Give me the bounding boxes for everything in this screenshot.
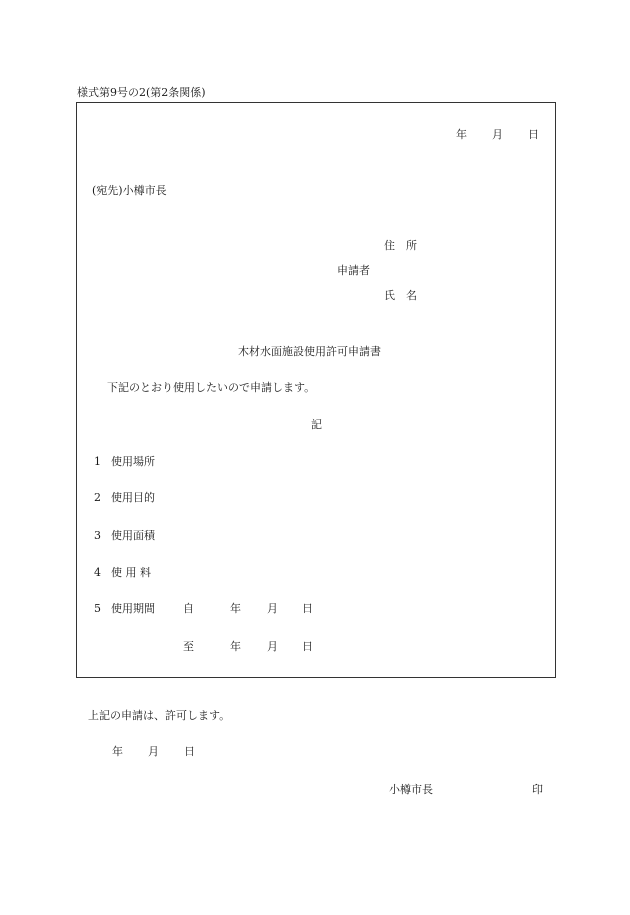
- item-1-number: 1: [94, 455, 101, 468]
- item-1-label: 使用場所: [111, 455, 155, 468]
- item-4-label: 使 用 料: [111, 566, 151, 579]
- application-date-year: 年: [456, 128, 467, 141]
- item-5-number: 5: [94, 602, 101, 615]
- mayor-label: 小樽市長: [389, 783, 433, 796]
- approval-statement: 上記の申請は、許可します。: [88, 709, 231, 722]
- ki-label: 記: [311, 418, 322, 431]
- period-from-day: 日: [302, 602, 313, 615]
- item-4-number: 4: [94, 566, 101, 579]
- period-from-month: 月: [267, 602, 278, 615]
- item-2-number: 2: [94, 491, 101, 504]
- item-5-label: 使用期間: [111, 602, 155, 615]
- seal-label: 印: [532, 783, 543, 796]
- period-from-year: 年: [230, 602, 241, 615]
- form-title: 木材水面施設使用許可申請書: [238, 345, 381, 358]
- intro-text: 下記のとおり使用したいので申請します。: [107, 381, 316, 394]
- period-to-month: 月: [267, 640, 278, 653]
- address-label: 住 所: [384, 239, 417, 252]
- period-to-year: 年: [230, 640, 241, 653]
- period-from-label: 自: [183, 602, 194, 615]
- addressee: (宛先)小樽市長: [92, 184, 167, 197]
- approval-date-day: 日: [184, 745, 195, 758]
- applicant-label: 申請者: [337, 264, 370, 277]
- application-date-month: 月: [492, 128, 503, 141]
- approval-date-month: 月: [148, 745, 159, 758]
- item-2-label: 使用目的: [111, 491, 155, 504]
- name-label: 氏 名: [384, 289, 417, 302]
- period-to-day: 日: [302, 640, 313, 653]
- period-to-label: 至: [183, 640, 194, 653]
- approval-date-year: 年: [112, 745, 123, 758]
- form-number: 様式第9号の2(第2条関係): [77, 86, 206, 99]
- item-3-label: 使用面積: [111, 529, 155, 542]
- application-date-day: 日: [528, 128, 539, 141]
- item-3-number: 3: [94, 529, 101, 542]
